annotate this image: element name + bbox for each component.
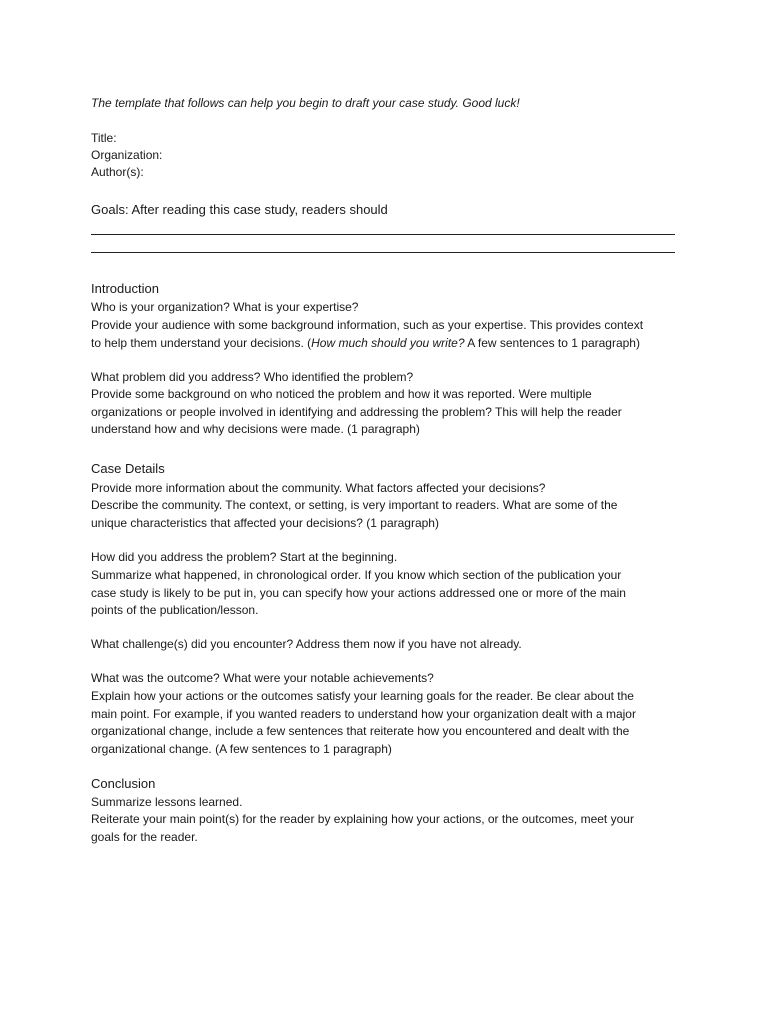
goals-rule-2 bbox=[91, 252, 675, 253]
introduction-heading: Introduction bbox=[91, 281, 159, 296]
text-line: Provide your audience with some background information, such as your expertise. This provides context bbox=[91, 318, 644, 332]
text-line: organizational change, include a few sentences that reiterate how you encountered and dealt with the bbox=[91, 724, 630, 738]
text-line: Reiterate your main point(s) for the reader by explaining how your actions, or the outcomes, meet your bbox=[91, 812, 634, 826]
text-line: understand how and why decisions were made. (1 paragraph) bbox=[91, 422, 420, 436]
goals-label: Goals: bbox=[91, 202, 129, 217]
conclusion-question-1: Summarize lessons learned. bbox=[91, 795, 243, 809]
emphasis-text: How much should you write? bbox=[311, 335, 465, 350]
text-line: organizational change. (A few sentences to 1 paragraph) bbox=[91, 741, 392, 756]
text-line: goals for the reader. bbox=[91, 829, 198, 844]
case-details-question-1: Provide more information about the community. What factors affected your decisions? bbox=[91, 481, 546, 495]
text-line bbox=[91, 335, 691, 353]
title-label: Title: bbox=[91, 131, 117, 145]
authors-label: Author(s): bbox=[91, 165, 144, 179]
introduction-paragraph-1 bbox=[91, 317, 691, 352]
goals-line bbox=[91, 201, 691, 219]
conclusion-paragraph-1 bbox=[91, 811, 691, 846]
text-line: Summarize what happened, in chronological order. If you know which section of the publication your bbox=[91, 568, 622, 582]
conclusion-heading: Conclusion bbox=[91, 776, 156, 791]
intro-note: The template that follows can help you begin to draft your case study. Good luck! bbox=[91, 96, 520, 110]
introduction-paragraph-2 bbox=[91, 386, 691, 439]
case-details-question-2: How did you address the problem? Start at the beginning. bbox=[91, 550, 398, 564]
text-segment: to help them understand your decisions. ( bbox=[91, 335, 312, 350]
text-line: Provide some background on who noticed the problem and how it was reported. Were multiple bbox=[91, 387, 592, 401]
goals-text: After reading this case study, readers should bbox=[131, 202, 388, 217]
case-details-question-3: What challenge(s) did you encounter? Address them now if you have not already. bbox=[91, 637, 522, 651]
case-details-paragraph-2 bbox=[91, 567, 691, 620]
text-segment: A few sentences to 1 paragraph) bbox=[464, 335, 640, 350]
goals-rule-1 bbox=[91, 234, 675, 235]
text-line: case study is likely to be put in, you can specify how your actions addressed one or more of the main bbox=[91, 585, 626, 600]
case-details-heading: Case Details bbox=[91, 461, 165, 476]
introduction-question-1: Who is your organization? What is your expertise? bbox=[91, 300, 359, 314]
text-line: organizations or people involved in identifying and addressing the problem? This will help the reader bbox=[91, 404, 622, 419]
text-line: main point. For example, if you wanted readers to understand how your organization dealt with a major bbox=[91, 706, 636, 721]
introduction-question-2: What problem did you address? Who identified the problem? bbox=[91, 370, 414, 384]
text-line: Explain how your actions or the outcomes satisfy your learning goals for the reader. Be clear about the bbox=[91, 689, 634, 703]
case-details-question-4: What was the outcome? What were your notable achievements? bbox=[91, 671, 434, 685]
case-details-paragraph-1 bbox=[91, 497, 691, 532]
organization-label: Organization: bbox=[91, 148, 163, 162]
case-details-paragraph-4 bbox=[91, 688, 691, 758]
text-line: unique characteristics that affected your decisions? (1 paragraph) bbox=[91, 515, 439, 530]
text-line: Describe the community. The context, or setting, is very important to readers. What are some of the bbox=[91, 498, 618, 512]
text-line: points of the publication/lesson. bbox=[91, 603, 259, 617]
